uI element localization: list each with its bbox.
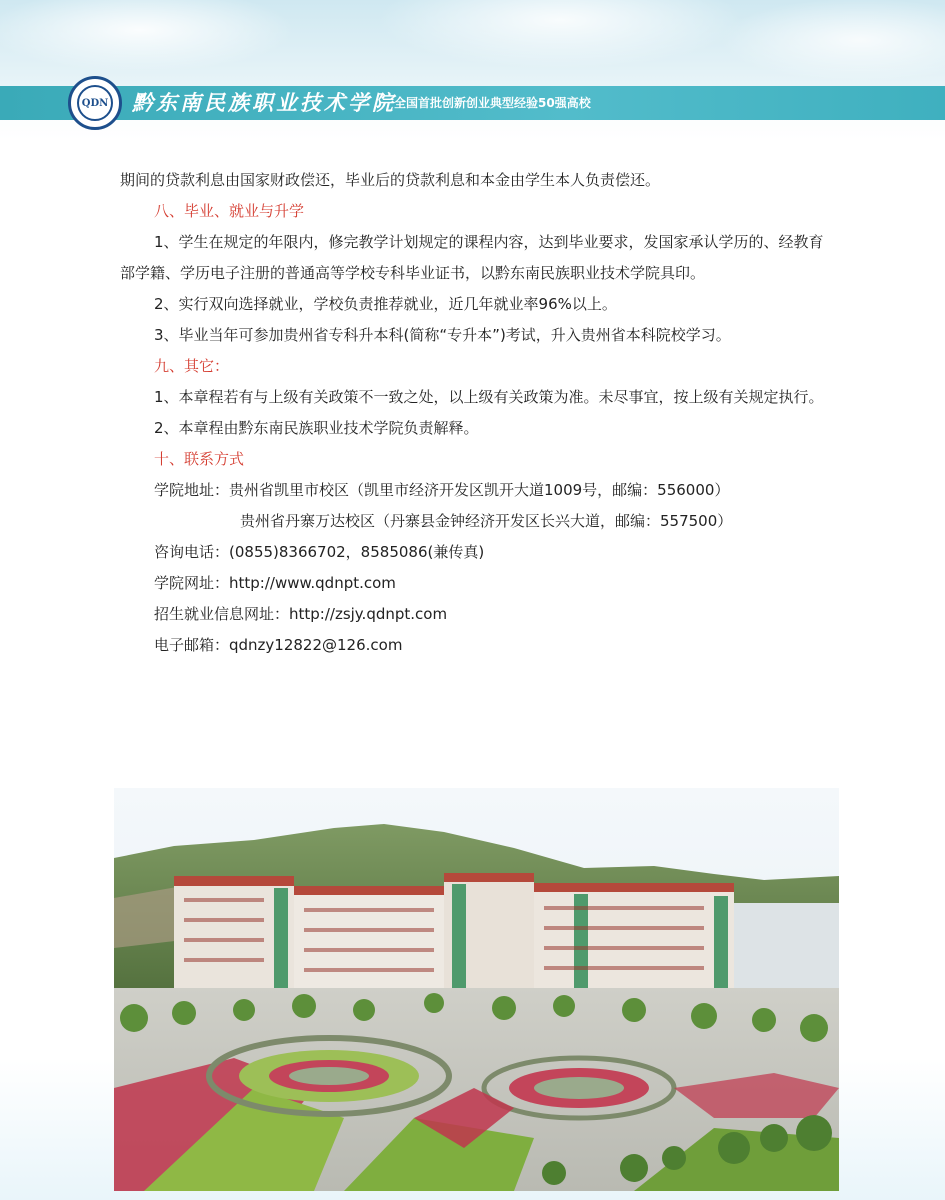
paragraph-graduation-2: 2、实行双向选择就业，学校负责推荐就业，近几年就业率96%以上。 [154,295,617,313]
logo-emblem-icon [77,85,113,121]
paragraph-other-2: 2、本章程由黔东南民族职业技术学院负责解释。 [154,419,479,437]
school-name: 黔东南民族职业技术学院 [132,90,396,115]
school-logo [68,76,122,130]
contact-address-kaili: 学院地址：贵州省凯里市校区（凯里市经济开发区凯开大道1009号，邮编：556000） [154,481,730,499]
paragraph-graduation-1: 1、学生在规定的年限内，修完教学计划规定的课程内容，达到毕业要求，发国家承认学历的、经教育部学籍、学历电子注册的普通高等学校专科毕业证书，以黔东南民族职业技术学院具印。 [120,233,824,282]
paragraph-graduation-3: 3、毕业当年可参加贵州省专科升本科(简称“专升本”)考试，升入贵州省本科院校学习。 [154,326,731,344]
document-body [120,165,838,661]
logo-text: QDN [81,97,109,109]
contact-website: 学院网址：http://www.qdnpt.com [154,574,396,592]
heading-contact: 十、联系方式 [154,450,245,468]
paragraph-loan: 期间的贷款利息由国家财政偿还，毕业后的贷款利息和本金由学生本人负责偿还。 [120,171,661,189]
sky-background [0,0,945,86]
campus-photo [114,788,839,1191]
contact-address-danzhai: 贵州省丹寨万达校区（丹寨县金钟经济开发区长兴大道，邮编：557500） [240,512,733,530]
contact-job-site: 招生就业信息网址：http://zsjy.qdnpt.com [154,605,448,623]
slogan: 全国首批创新创业典型经验50强高校 [394,96,591,110]
paragraph-other-1: 1、本章程若有与上级有关政策不一致之处，以上级有关政策为准。未尽事宜，按上级有关规定执行。 [154,388,824,406]
heading-other: 九、其它： [154,357,230,375]
contact-email: 电子邮箱：qdnzy12822@126.com [154,636,403,654]
contact-phone: 咨询电话：(0855)8366702，8585086(兼传真) [154,543,485,561]
heading-graduation: 八、毕业、就业与升学 [154,202,305,220]
